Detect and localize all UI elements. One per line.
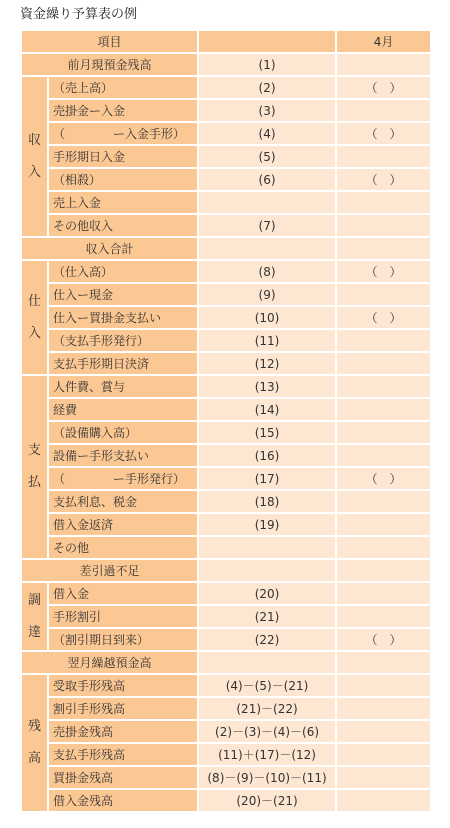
row-label: 借入金残高 — [49, 790, 197, 811]
row-month-value — [337, 422, 430, 443]
table-row — [22, 307, 430, 328]
row-month-value — [337, 560, 430, 581]
row-month-value — [337, 399, 430, 420]
table-row — [22, 721, 430, 742]
row-month-value — [337, 330, 430, 351]
row-label: 借入金返済 — [49, 514, 197, 535]
row-label: 支払手形残高 — [49, 744, 197, 765]
table-row — [22, 790, 430, 811]
table-row — [22, 767, 430, 788]
row-month-value — [337, 675, 430, 696]
group-label-balance: 残 高 — [22, 675, 47, 811]
row-label: 仕入ー買掛金支払い — [49, 307, 197, 328]
row-month-value — [337, 744, 430, 765]
row-label: 仕入ー現金 — [49, 284, 197, 305]
row-ref: (21) — [199, 606, 335, 627]
table-row — [22, 491, 430, 512]
row-label: （売上高） — [49, 77, 197, 98]
row-month-value — [337, 698, 430, 719]
row-label: 収入合計 — [22, 238, 197, 259]
row-ref: (2)－(3)－(4)－(6) — [199, 721, 335, 742]
row-ref: (5) — [199, 146, 335, 167]
row-ref: (10) — [199, 307, 335, 328]
row-label: 売掛金ー入金 — [49, 100, 197, 121]
row-month-value — [337, 146, 430, 167]
header-month: 4月 — [337, 31, 430, 52]
row-month-value — [337, 514, 430, 535]
row-label: 売掛金残高 — [49, 721, 197, 742]
row-ref: (6) — [199, 169, 335, 190]
row-ref — [199, 560, 335, 581]
row-label: 受取手形残高 — [49, 675, 197, 696]
row-ref: (2) — [199, 77, 335, 98]
table-row — [22, 146, 430, 167]
table-row — [22, 100, 430, 121]
table-row — [22, 698, 430, 719]
table-row — [22, 238, 430, 259]
row-month-value — [337, 537, 430, 558]
row-ref: (11) — [199, 330, 335, 351]
group-label-payment: 支 払 — [22, 376, 47, 558]
cashflow-budget-table — [20, 29, 432, 813]
row-label: （相殺） — [49, 169, 197, 190]
header-ref — [199, 31, 335, 52]
row-ref: (20) — [199, 583, 335, 604]
table-row — [22, 583, 430, 604]
table-row — [22, 261, 430, 282]
row-label: 手形割引 — [49, 606, 197, 627]
row-month-value — [337, 353, 430, 374]
row-ref: (11)＋(17)－(12) — [199, 744, 335, 765]
table-row — [22, 514, 430, 535]
row-label: （割引期日到来） — [49, 629, 197, 650]
row-label: 割引手形残高 — [49, 698, 197, 719]
row-ref: (17) — [199, 468, 335, 489]
row-label: 手形期日入金 — [49, 146, 197, 167]
row-ref: (20)－(21) — [199, 790, 335, 811]
row-ref — [199, 192, 335, 213]
row-label: 設備ー手形支払い — [49, 445, 197, 466]
table-row — [22, 353, 430, 374]
row-label: 買掛金残高 — [49, 767, 197, 788]
row-label: （ ー入金手形） — [49, 123, 197, 144]
row-label: 借入金 — [49, 583, 197, 604]
row-month-value — [337, 606, 430, 627]
row-label: （支払手形発行） — [49, 330, 197, 351]
row-month-value — [337, 491, 430, 512]
row-month-value: （ ） — [337, 77, 430, 98]
row-label: 翌月繰越預金高 — [22, 652, 197, 673]
table-row — [22, 445, 430, 466]
table-row — [22, 330, 430, 351]
row-month-value: （ ） — [337, 629, 430, 650]
row-ref — [199, 652, 335, 673]
row-month-value — [337, 54, 430, 75]
row-month-value — [337, 790, 430, 811]
row-ref: (18) — [199, 491, 335, 512]
row-ref — [199, 537, 335, 558]
row-ref: (14) — [199, 399, 335, 420]
row-label: 前月現預金残高 — [22, 54, 197, 75]
row-label: 経費 — [49, 399, 197, 420]
row-label: （ ー手形発行） — [49, 468, 197, 489]
row-month-value — [337, 376, 430, 397]
row-month-value — [337, 284, 430, 305]
table-row — [22, 629, 430, 650]
table-row — [22, 77, 430, 98]
table-row — [22, 422, 430, 443]
table-row — [22, 399, 430, 420]
page-title: 資金繰り予算表の例 — [20, 7, 138, 22]
table-row — [22, 192, 430, 213]
row-ref: (1) — [199, 54, 335, 75]
table-row — [22, 169, 430, 190]
row-ref: (4)－(5)－(21) — [199, 675, 335, 696]
row-month-value — [337, 721, 430, 742]
table-row — [22, 215, 430, 236]
group-label-purchase: 仕 入 — [22, 261, 47, 374]
table-row — [22, 675, 430, 696]
row-label: 支払利息、税金 — [49, 491, 197, 512]
row-month-value — [337, 652, 430, 673]
table-row — [22, 123, 430, 144]
table-row — [22, 468, 430, 489]
row-label: 人件費、賞与 — [49, 376, 197, 397]
row-month-value: （ ） — [337, 307, 430, 328]
table-row — [22, 284, 430, 305]
header-row — [22, 31, 430, 52]
row-ref: (4) — [199, 123, 335, 144]
row-ref: (12) — [199, 353, 335, 374]
row-label: 売上入金 — [49, 192, 197, 213]
row-month-value: （ ） — [337, 169, 430, 190]
table-row — [22, 744, 430, 765]
group-label-financing: 調 達 — [22, 583, 47, 650]
row-ref: (9) — [199, 284, 335, 305]
header-item: 項目 — [22, 31, 197, 52]
row-label: 差引過不足 — [22, 560, 197, 581]
row-label: （仕入高） — [49, 261, 197, 282]
row-month-value — [337, 100, 430, 121]
row-month-value: （ ） — [337, 123, 430, 144]
row-ref: (8) — [199, 261, 335, 282]
row-ref: (16) — [199, 445, 335, 466]
row-ref: (21)－(22) — [199, 698, 335, 719]
table-row — [22, 376, 430, 397]
row-month-value — [337, 192, 430, 213]
row-ref — [199, 238, 335, 259]
table-row — [22, 54, 430, 75]
row-ref: (22) — [199, 629, 335, 650]
table-row — [22, 537, 430, 558]
row-month-value: （ ） — [337, 468, 430, 489]
row-month-value — [337, 767, 430, 788]
row-month-value — [337, 445, 430, 466]
row-ref: (7) — [199, 215, 335, 236]
table-row — [22, 560, 430, 581]
row-label: その他 — [49, 537, 197, 558]
row-ref: (13) — [199, 376, 335, 397]
row-label: （設備購入高） — [49, 422, 197, 443]
row-month-value — [337, 238, 430, 259]
row-month-value: （ ） — [337, 261, 430, 282]
row-label: その他収入 — [49, 215, 197, 236]
group-label-income: 収 入 — [22, 77, 47, 236]
row-ref: (8)－(9)－(10)－(11) — [199, 767, 335, 788]
table-row — [22, 606, 430, 627]
row-month-value — [337, 215, 430, 236]
row-label: 支払手形期日決済 — [49, 353, 197, 374]
row-ref: (15) — [199, 422, 335, 443]
row-ref: (3) — [199, 100, 335, 121]
table-row — [22, 652, 430, 673]
row-ref: (19) — [199, 514, 335, 535]
row-month-value — [337, 583, 430, 604]
